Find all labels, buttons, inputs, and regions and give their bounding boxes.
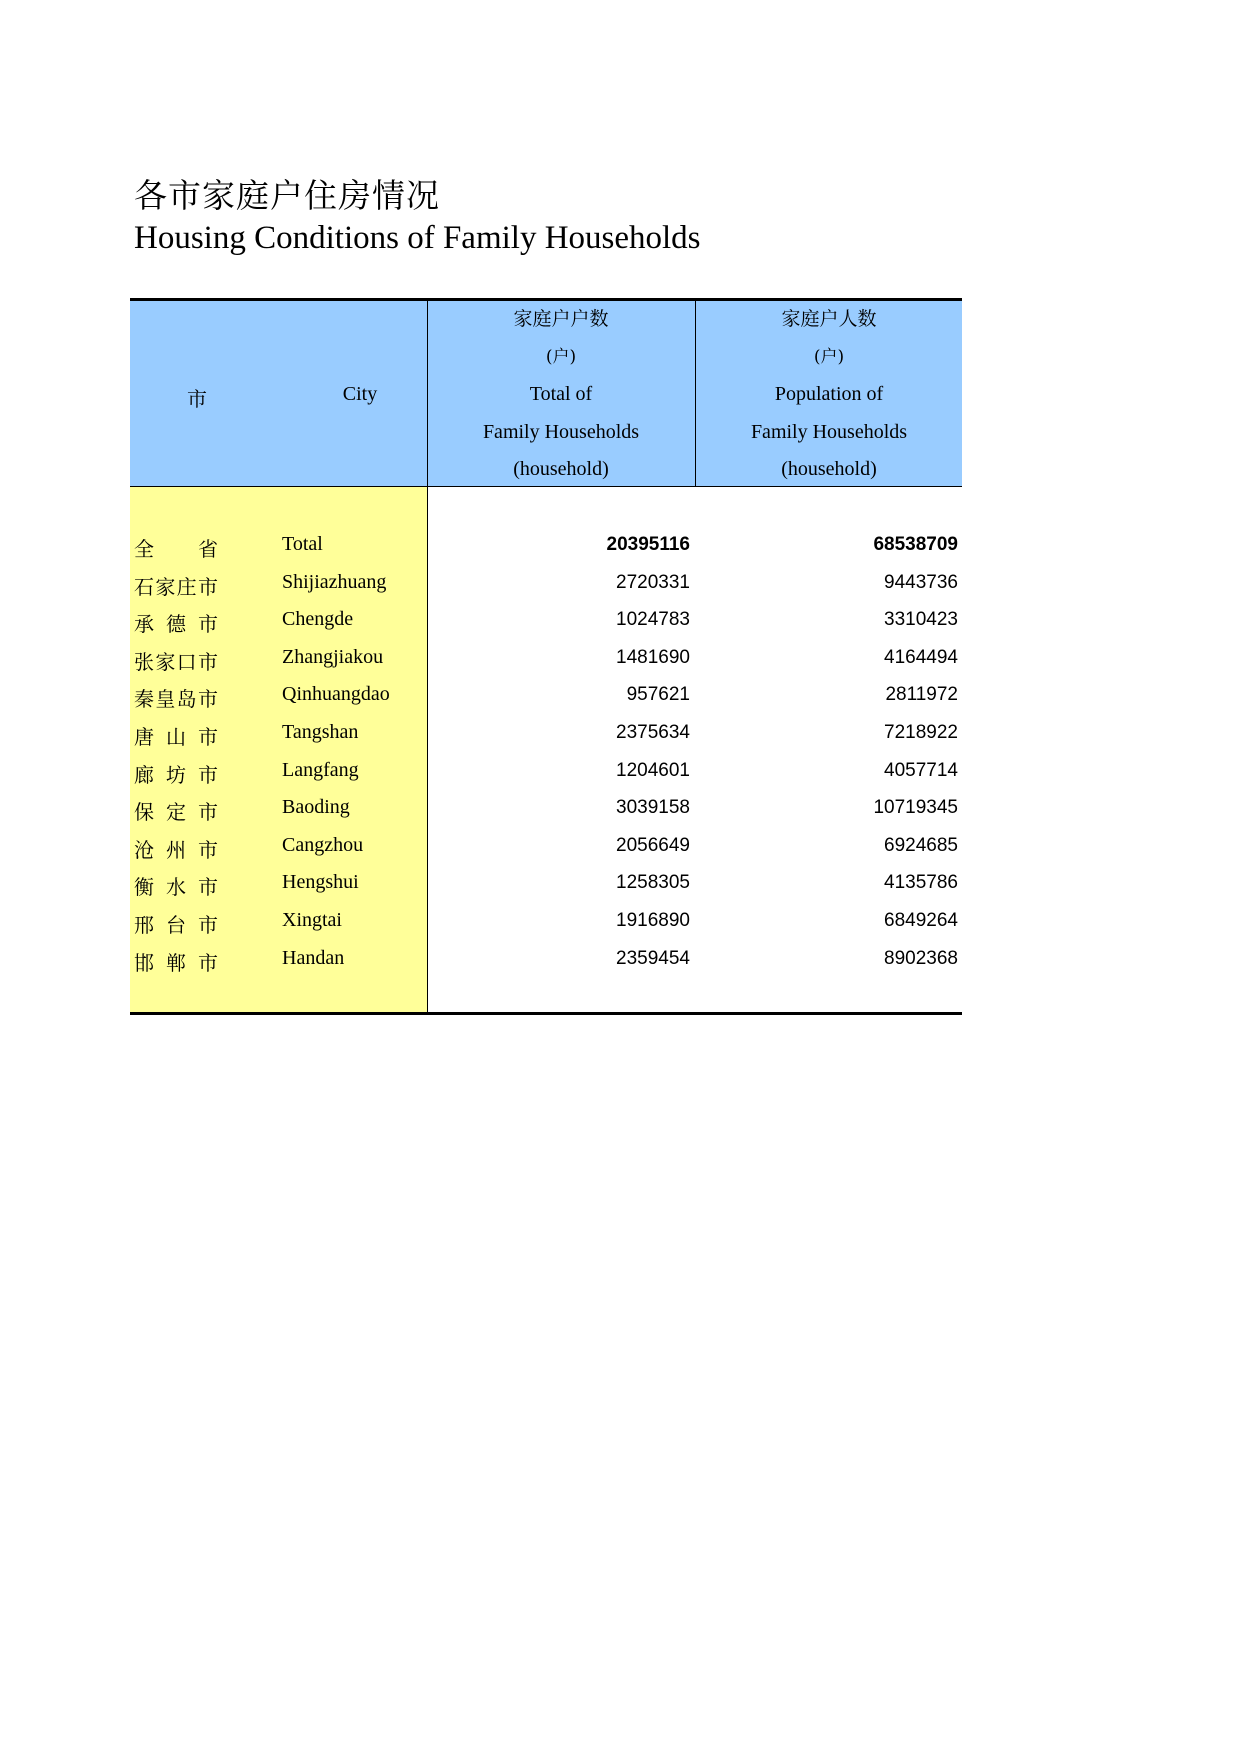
row-households: 2720331	[616, 571, 690, 593]
header-households	[428, 301, 694, 489]
row-households: 2375634	[616, 721, 690, 743]
page-title-en: Housing Conditions of Family Households	[134, 220, 701, 256]
row-households: 2359454	[616, 947, 690, 969]
header-population-zh: 家庭户人数	[781, 308, 877, 330]
header-households-unit-zh: (户)	[545, 346, 577, 367]
table-row	[130, 903, 962, 941]
row-city-en: Chengde	[282, 608, 354, 631]
row-city-zh: 张家口市	[134, 649, 218, 674]
table-row	[130, 640, 962, 678]
header-households-en-unit: (household)	[513, 458, 609, 480]
row-city-en: Qinhuangdao	[282, 683, 390, 706]
page-title-zh: 各市家庭户住房情况	[134, 176, 440, 215]
header-households-en-2: Family Households	[482, 420, 640, 443]
row-households: 1258305	[616, 872, 690, 894]
row-households: 3039158	[616, 797, 690, 819]
row-city-en: Zhangjiakou	[282, 645, 384, 668]
row-city-en: Total	[282, 533, 323, 555]
header-city-en: City	[342, 383, 378, 405]
table-body	[130, 527, 962, 978]
row-city-en: Tangshan	[282, 720, 359, 743]
table-row-total	[130, 527, 962, 565]
row-households: 1481690	[616, 646, 690, 668]
header-households-zh: 家庭户户数	[513, 308, 609, 330]
row-city-zh: 保 定 市	[134, 800, 218, 825]
row-city-zh: 衡 水 市	[134, 875, 218, 900]
row-city-en: Langfang	[282, 758, 359, 781]
row-households: 1024783	[616, 609, 690, 631]
header-city-zh: 市	[187, 387, 207, 411]
row-city-en: Xingtai	[282, 908, 342, 931]
table-row	[130, 602, 962, 640]
row-households: 20395116	[606, 534, 690, 555]
row-households: 957621	[626, 684, 690, 706]
row-city-en: Cangzhou	[282, 833, 364, 856]
header-population-unit-zh: (户)	[813, 346, 845, 367]
row-population: 4135786	[884, 872, 958, 894]
header-population-en-2: Family Households	[750, 420, 908, 443]
table-row	[130, 828, 962, 866]
row-city-en: Baoding	[282, 796, 350, 819]
row-population: 9443736	[884, 571, 958, 593]
table-header	[130, 301, 962, 487]
header-population-en-1: Population of	[774, 383, 884, 405]
row-city-zh: 邢 台 市	[134, 912, 218, 937]
row-population: 68538709	[873, 534, 958, 555]
row-population: 4164494	[884, 646, 958, 668]
table-row	[130, 677, 962, 715]
row-city-zh: 沧 州 市	[134, 837, 218, 862]
header-population	[696, 301, 962, 489]
row-population: 2811972	[885, 684, 958, 706]
row-city-zh: 石家庄市	[134, 574, 218, 599]
row-households: 2056649	[616, 834, 690, 856]
table-bottom-rule	[130, 1012, 962, 1015]
row-households: 1204601	[616, 759, 690, 781]
row-city-zh: 全 省	[134, 537, 218, 561]
row-city-zh: 秦皇岛市	[134, 687, 218, 712]
row-city-en: Hengshui	[282, 871, 359, 894]
row-population: 3310423	[884, 609, 958, 631]
row-population: 8902368	[884, 947, 958, 969]
row-population: 6924685	[884, 834, 958, 856]
row-city-zh: 唐 山 市	[134, 724, 218, 749]
row-households: 1916890	[616, 909, 690, 931]
table-row	[130, 865, 962, 903]
row-population: 7218922	[884, 721, 958, 743]
row-city-zh: 廊 坊 市	[134, 762, 218, 787]
table-row	[130, 753, 962, 791]
row-population: 6849264	[884, 909, 958, 931]
table-row	[130, 941, 962, 979]
table-row	[130, 790, 962, 828]
header-households-en-1: Total of	[529, 383, 593, 405]
row-population: 4057714	[884, 759, 958, 781]
row-city-en: Handan	[282, 946, 345, 969]
row-city-en: Shijiazhuang	[282, 570, 387, 593]
row-city-zh: 邯 郸 市	[134, 950, 218, 975]
table-row	[130, 565, 962, 603]
row-population: 10719345	[873, 797, 958, 819]
housing-table	[130, 298, 962, 1016]
table-row	[130, 715, 962, 753]
header-population-en-unit: (household)	[781, 458, 877, 480]
row-city-zh: 承 德 市	[134, 612, 218, 637]
